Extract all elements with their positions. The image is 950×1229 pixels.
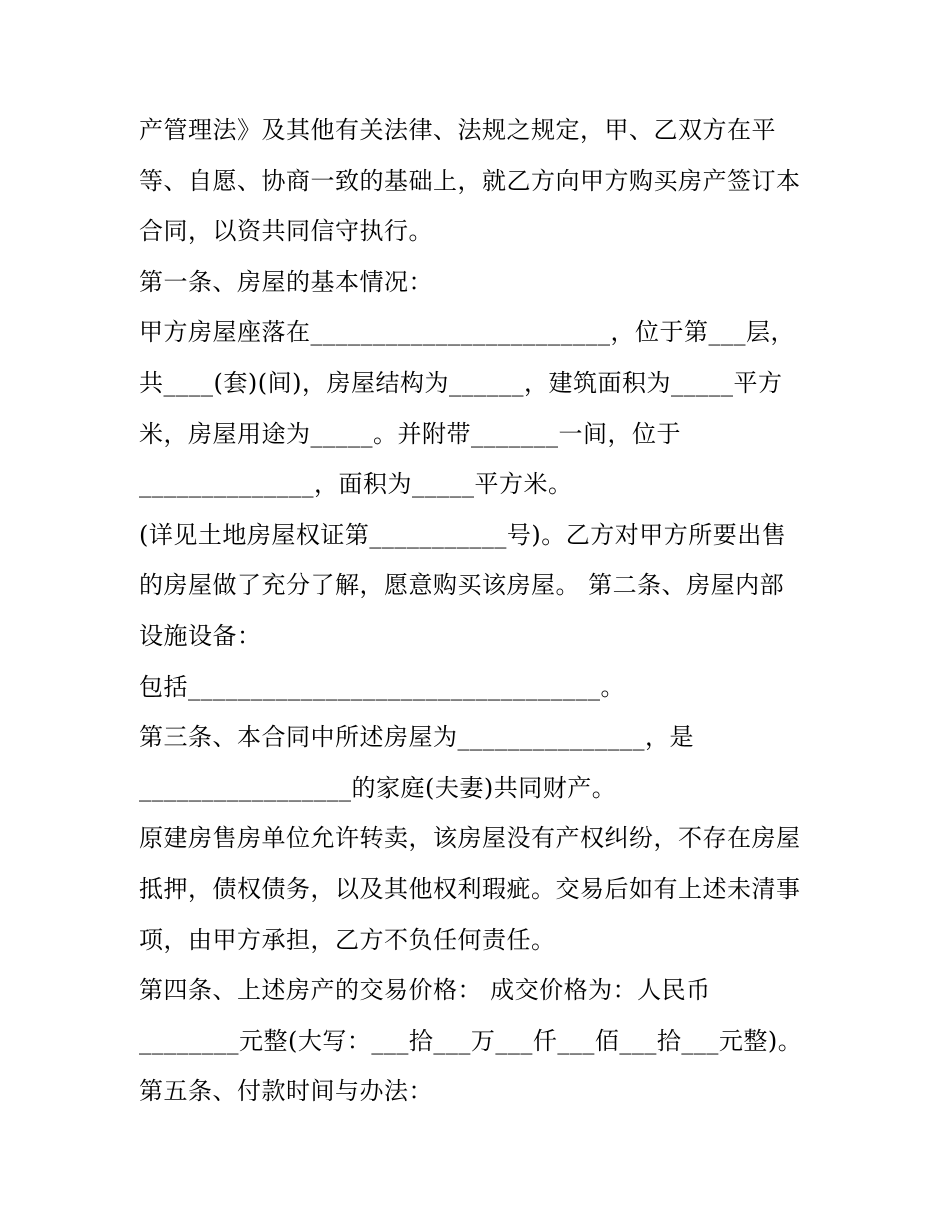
text-line: 产管理法》及其他有关法律、法规之规定，甲、乙双方在平 <box>139 116 776 144</box>
text-line: (详见土地房屋权证第___________号)。乙方对甲方所要出售 <box>139 521 787 549</box>
text-line: 米，房屋用途为_____。并附带_______一间，位于 <box>139 420 681 448</box>
text-line: 设施设备： <box>139 622 262 650</box>
text-line: 甲方房屋座落在________________________，位于第___层， <box>139 318 795 346</box>
text-line: 等、自愿、协商一致的基础上，就乙方向甲方购买房产签订本 <box>139 167 801 195</box>
text-line: 合同，以资共同信守执行。 <box>139 217 433 245</box>
text-line: 项，由甲方承担，乙方不负任何责任。 <box>139 926 556 954</box>
text-line: 抵押，债权债务，以及其他权利瑕疵。交易后如有上述未清事 <box>139 875 801 903</box>
text-line: 原建房售房单位允许转卖，该房屋没有产权纠纷，不存在房屋 <box>139 824 801 852</box>
article-heading: 第三条、本合同中所述房屋为_______________，是 <box>139 723 694 751</box>
text-line: ______________，面积为_____平方米。 <box>139 470 573 498</box>
article-heading: 第五条、付款时间与办法： <box>139 1077 433 1105</box>
article-heading: 第一条、房屋的基本情况： <box>139 268 433 296</box>
text-line: 共____(套)(间)，房屋结构为______，建筑面积为_____平方 <box>139 369 783 397</box>
text-line: 包括_________________________________。 <box>139 673 625 701</box>
text-line: 的房屋做了充分了解，愿意购买该房屋。 第二条、房屋内部 <box>139 571 785 599</box>
article-heading: 第四条、上述房产的交易价格： 成交价格为：人民币 <box>139 976 711 1004</box>
text-line: _________________的家庭(夫妻)共同财产。 <box>139 774 617 802</box>
text-line: ________元整(大写：___拾___万___仟___佰___拾___元整)。 <box>139 1027 803 1055</box>
